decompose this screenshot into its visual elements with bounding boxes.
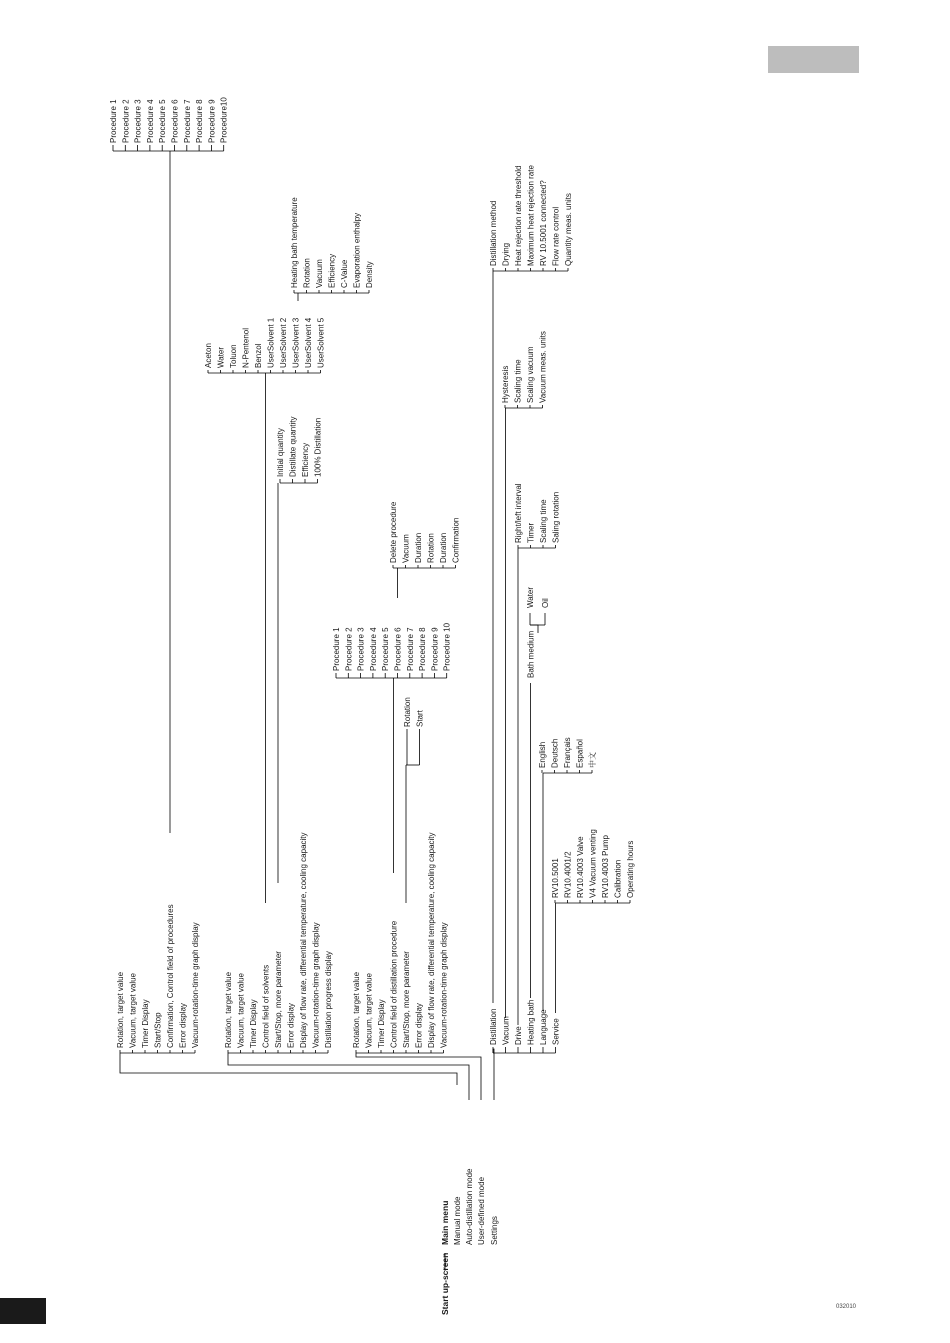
user-mode-item: Rotation, target value (352, 971, 361, 1048)
manual-mode-item: Timer Display (141, 999, 150, 1048)
user-branch (356, 1053, 481, 1100)
procedure-top-item: Procedure 4 (145, 99, 155, 143)
service-item: RV10.4001/2 (563, 851, 573, 898)
procedure-mid-item: Procedure 10 (442, 622, 452, 671)
procedure-param-item: Duration (414, 532, 423, 563)
main-menu-label: Main menu (440, 1200, 450, 1245)
drive-setting-item: Saling rotation (551, 491, 561, 543)
distillation-setting-item: Heat rejection rate threshold (514, 165, 523, 266)
procedure-mid-item: Procedure 7 (405, 627, 415, 671)
start-stop-item: Rotation (403, 697, 412, 727)
distillation-setting-item: RV 10.5001 connected? (539, 180, 548, 266)
distillation-setting-item: Quantity meas. units (564, 193, 573, 266)
auto-mode-item: Start/Stop, more parameter (274, 951, 283, 1048)
start-stop-item: Start (415, 710, 425, 727)
more-param-item: Distillate quantity (288, 416, 298, 477)
drive-setting-item: Scaling time (539, 499, 548, 543)
solvent-param-item: C-Value (340, 259, 349, 288)
solvent-param-item: Efficiency (327, 253, 337, 288)
language-item: Español (575, 739, 585, 768)
solvent-item: UserSolvent 4 (304, 317, 313, 368)
settings-item: Vacuum (501, 1016, 511, 1045)
auto-mode-item: Vacuum, target value (236, 972, 246, 1048)
service-item: Calibration (613, 859, 623, 898)
solvent-param-item: Evaporation enthalpy (352, 212, 362, 288)
auto-mode-item: Error display (286, 1003, 296, 1048)
procedure-top-item: Procedure 6 (170, 99, 180, 143)
solvent-param-item: Density (365, 261, 374, 288)
solvent-item: UserSolvent 1 (266, 317, 276, 368)
procedure-top-item: Procedure 5 (158, 99, 168, 143)
solvent-item: Toluon (229, 344, 238, 368)
main-menu-item: Manual mode (453, 1196, 462, 1245)
distillation-setting-item: Maximum heat rejection rate (526, 165, 536, 266)
vacuum-setting-item: Hysteresis (501, 365, 510, 403)
auto-mode-item: Display of flow rate, differential temperature, cooling capacity (299, 832, 308, 1048)
language-item: Deutsch (550, 738, 560, 768)
procedure-top-item: Procedure 2 (121, 99, 131, 143)
solvent-item: UserSolvent 5 (316, 317, 326, 368)
main-menu-item: Settings (490, 1216, 499, 1245)
procedure-mid-item: Procedure 6 (393, 627, 403, 671)
procedure-mid-item: Procedure 1 (332, 627, 341, 671)
manual-mode-item: Vacuum, target value (128, 972, 138, 1048)
manual-mode-item: Vacuum-rotation-time graph display (191, 922, 200, 1048)
procedure-mid-item: Procedure 5 (381, 627, 391, 671)
user-mode-item: Start/Stop, more parameter (402, 951, 411, 1048)
user-mode-item: Timer Display (377, 999, 386, 1048)
service-item: V4 Vacuum venting (588, 829, 598, 898)
procedure-param-item: Vacuum (401, 534, 411, 563)
user-mode-item: Control field of distillation procedure (389, 920, 399, 1048)
main-menu-item: Auto-distillation mode (465, 1168, 474, 1245)
bath-medium-label: Bath medium (526, 630, 536, 678)
procedure-top-item: Procedure 1 (109, 99, 118, 143)
auto-mode-item: Timer Display (249, 999, 258, 1048)
auto-mode-item: Distillation progress display (324, 951, 333, 1048)
bath-medium-option: Water (526, 586, 535, 608)
procedure-top-item: Procedure 7 (182, 99, 192, 143)
drive-setting-item: Timer (526, 522, 536, 543)
settings-item: Service (551, 1018, 561, 1045)
vacuum-setting-item: Vacuum meas. units (538, 331, 548, 403)
procedure-mid-item: Procedure 4 (368, 627, 378, 671)
solvent-item: Benzol (254, 343, 263, 368)
bath-medium-option: Oil (541, 598, 550, 608)
procedure-top-item: Procedure 3 (133, 99, 143, 143)
solvent-param-item: Heating bath temperature (290, 197, 299, 288)
user-mode-item: Error display (414, 1003, 424, 1048)
root-label: Start up-screen (440, 1252, 450, 1315)
language-item: Français (563, 737, 572, 768)
auto-branch (228, 1053, 469, 1100)
more-param-item: 100% Distillation (313, 417, 323, 477)
manual-branch (120, 1053, 457, 1085)
procedure-top-item: Procedure 9 (207, 99, 217, 143)
procedure-param-item: Duration (439, 532, 448, 563)
vacuum-setting-item: Scaling vacuum (526, 346, 535, 403)
procedure-param-item: Rotation (426, 533, 436, 563)
solvent-item: N-Pentenol (241, 327, 251, 368)
more-param-item: Initial quantity (276, 428, 285, 477)
user-mode-item: Display of flow rate, differential temperature, cooling capacity (427, 832, 436, 1048)
auto-mode-item: Rotation, target value (224, 971, 233, 1048)
procedure-param-item: Delete procedure (389, 501, 398, 563)
procedure-top-item: Procedure 8 (195, 99, 205, 143)
settings-item: Language (539, 1009, 548, 1045)
manual-mode-item: Rotation, target value (116, 971, 125, 1048)
more-param-item: Efficiency (301, 442, 310, 477)
solvent-item: UserSolvent 2 (279, 317, 288, 368)
distillation-setting-item: Distillation method (489, 200, 498, 266)
solvent-param-item: Rotation (302, 258, 312, 288)
drive-setting-item: Right/left interval (514, 483, 523, 543)
solvent-item: UserSolvent 3 (291, 317, 301, 368)
settings-branch (493, 1049, 494, 1100)
page-number-tab (0, 1298, 46, 1324)
solvent-param-item: Vacuum (315, 259, 324, 288)
procedure-mid-item: Procedure 8 (418, 627, 428, 671)
user-mode-item: Vacuum, target value (364, 972, 374, 1048)
main-menu-item: User-defined mode (477, 1176, 486, 1245)
solvent-item: Water (216, 346, 226, 368)
service-item: Operating hours (626, 840, 635, 898)
settings-item: Distillation (489, 1008, 498, 1045)
service-item: RV10.5001 (551, 858, 560, 898)
settings-item: Heating bath (526, 999, 536, 1045)
procedure-mid-item: Procedure 9 (430, 627, 440, 671)
settings-item: Drive (514, 1026, 523, 1045)
language-item: English (538, 741, 547, 768)
manual-mode-item: Error display (178, 1003, 188, 1048)
manual-mode-item: Start/Stop (153, 1012, 163, 1048)
service-item: RV10.4003 Valve (576, 836, 585, 898)
language-item: 中文 (588, 752, 597, 768)
procedure-param-item: Confirmation (451, 517, 461, 563)
procedure-mid-item: Procedure 2 (344, 627, 354, 671)
distillation-setting-item: Drying (501, 242, 511, 266)
header-gray-tab (768, 46, 859, 73)
distillation-setting-item: Flow rate control (551, 206, 561, 266)
service-item: RV10.4003 Pump (601, 834, 610, 898)
procedure-mid-item: Procedure 3 (356, 627, 366, 671)
auto-mode-item: Vacuum-rotation-time graph display (311, 922, 321, 1048)
vacuum-setting-item: Scaling time (513, 359, 523, 403)
solvent-item: Aceton (204, 343, 213, 368)
manual-mode-item: Confirmation, Control field of procedures (166, 904, 175, 1048)
procedure-top-item: Procedure10 (219, 97, 229, 143)
auto-mode-item: Control field of solvents (261, 964, 271, 1048)
user-mode-item: Vacuum-rotation-time graph display (439, 922, 449, 1048)
figure-code: 032010 (836, 1304, 857, 1310)
